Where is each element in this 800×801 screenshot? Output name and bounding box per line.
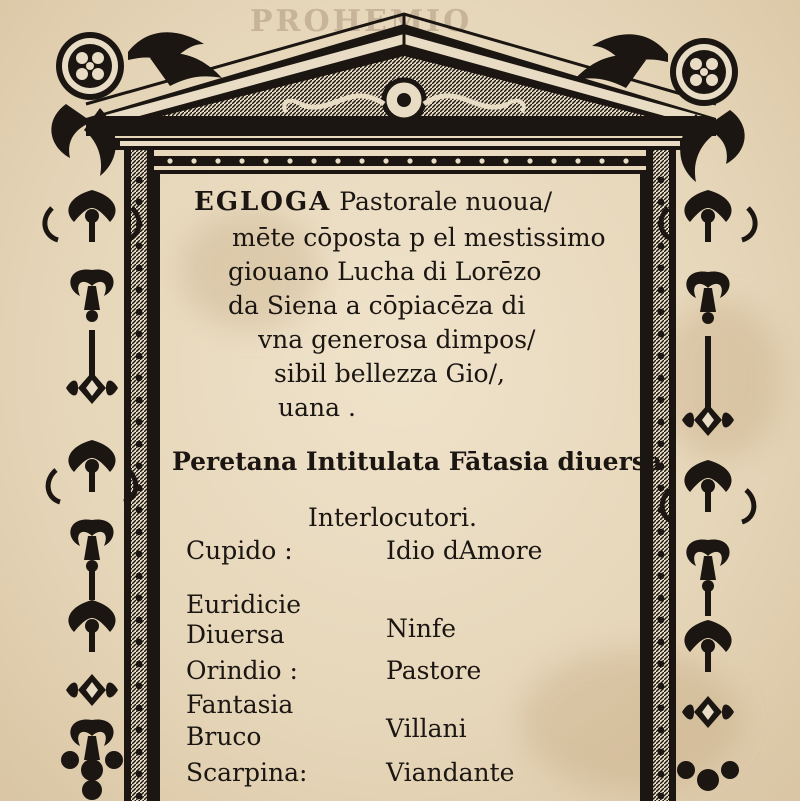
bead [658, 529, 665, 536]
title-word: EGLOGA [194, 187, 332, 217]
bead [136, 749, 143, 756]
bead [658, 727, 665, 734]
title-line-2: mēte cōposta p el mestissimo [232, 223, 606, 252]
bead [191, 158, 196, 163]
character-name: Bruco [186, 722, 262, 751]
bead [136, 353, 143, 360]
bead [658, 749, 665, 756]
bead [136, 661, 143, 668]
bead [479, 158, 484, 163]
bead [215, 158, 220, 163]
bead [136, 397, 143, 404]
bead [136, 243, 143, 250]
bleed-through-heading: PROHEMIO [250, 4, 473, 39]
bead [658, 639, 665, 646]
bead [136, 287, 143, 294]
bead [658, 419, 665, 426]
rosette-left [56, 32, 124, 100]
bead [658, 485, 665, 492]
character-role: Pastore [386, 656, 482, 685]
bead [136, 639, 143, 646]
character-role: Viandante [386, 758, 515, 787]
title-line-7: uana . [278, 393, 356, 422]
rosette-right [670, 38, 738, 106]
bead [527, 158, 532, 163]
bead [136, 595, 143, 602]
bead [658, 617, 665, 624]
bead [136, 529, 143, 536]
bead [136, 463, 143, 470]
bead [136, 727, 143, 734]
bead [431, 158, 436, 163]
subtitle: Peretana Intitulata Fātasia diuersa [172, 447, 663, 476]
bead [658, 199, 665, 206]
bead [658, 397, 665, 404]
bead [658, 353, 665, 360]
character-name: Euridicie [186, 590, 302, 619]
bead [136, 683, 143, 690]
bead [455, 158, 460, 163]
bead [623, 158, 628, 163]
bead [136, 331, 143, 338]
bead [407, 158, 412, 163]
bead [263, 158, 268, 163]
title-line-1 [194, 188, 552, 216]
character-name: Scarpina: [186, 758, 308, 787]
bead [136, 573, 143, 580]
title-line-5: vna generosa dimpos/ [258, 325, 536, 354]
title-line-4: da Siena a cōpiacēza di [228, 291, 526, 320]
bead [658, 595, 665, 602]
character-role: Idio dAmore [386, 536, 543, 565]
character-role: Ninfe [386, 614, 457, 643]
bead [335, 158, 340, 163]
bead [136, 617, 143, 624]
bead [658, 551, 665, 558]
bead [136, 375, 143, 382]
bead [136, 419, 143, 426]
bead [658, 507, 665, 514]
bead [575, 158, 580, 163]
character-role: Villani [386, 714, 467, 743]
bead [311, 158, 316, 163]
bead [658, 243, 665, 250]
bead [136, 265, 143, 272]
bead [136, 793, 143, 800]
bead [658, 287, 665, 294]
character-name: Fantasia [186, 690, 294, 719]
bead [658, 771, 665, 778]
title-line-3: giouano Lucha di Lorēzo [228, 257, 542, 286]
bead [383, 158, 388, 163]
bead [551, 158, 556, 163]
bead [599, 158, 604, 163]
bead [136, 485, 143, 492]
bead [658, 573, 665, 580]
bead [287, 158, 292, 163]
bead [136, 551, 143, 558]
bead [136, 507, 143, 514]
bead [136, 199, 143, 206]
bead [136, 221, 143, 228]
bead [658, 265, 665, 272]
bead [136, 771, 143, 778]
bead [658, 331, 665, 338]
text-panel [172, 182, 663, 801]
bead [658, 375, 665, 382]
bead [136, 705, 143, 712]
character-name: Cupido : [186, 536, 293, 565]
bead [658, 177, 665, 184]
bead [658, 793, 665, 800]
bead [136, 309, 143, 316]
bead [136, 441, 143, 448]
bead [658, 309, 665, 316]
bead [359, 158, 364, 163]
bead [658, 683, 665, 690]
bead [136, 177, 143, 184]
interlocutori-heading: Interlocutori. [308, 503, 477, 532]
bead [239, 158, 244, 163]
title-line-text: Pastorale nuoua/ [331, 187, 553, 216]
bead [658, 221, 665, 228]
title-line-6: sibil bellezza Gio/, [274, 359, 505, 388]
bead [167, 158, 172, 163]
bead [658, 705, 665, 712]
bead [658, 661, 665, 668]
character-name: Orindio : [186, 656, 298, 685]
character-name: Diuersa [186, 620, 285, 649]
bead [503, 158, 508, 163]
